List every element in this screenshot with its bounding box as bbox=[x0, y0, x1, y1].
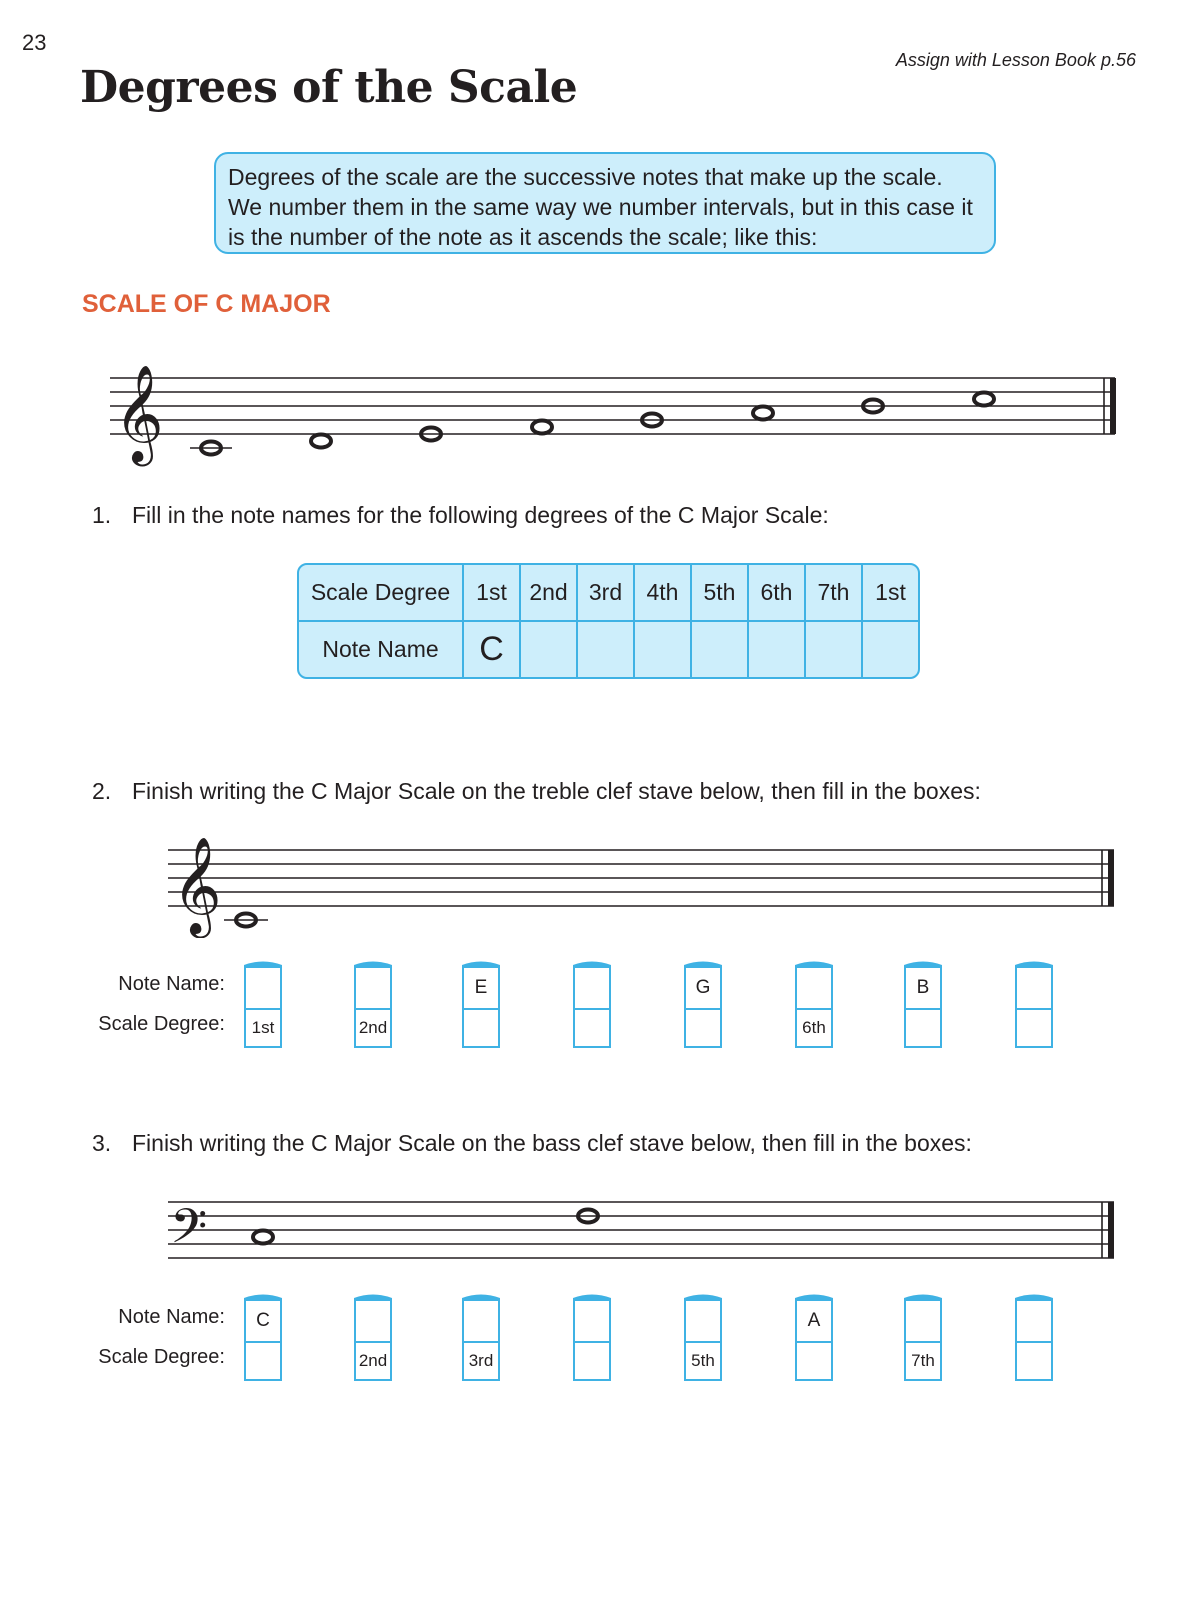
note-name-box[interactable] bbox=[904, 1301, 942, 1341]
degree-cell: 2nd bbox=[521, 565, 578, 622]
note-name-box[interactable] bbox=[1015, 968, 1053, 1008]
box-cap-icon bbox=[244, 960, 282, 968]
note-name-cell[interactable] bbox=[521, 622, 578, 677]
bass-clef-staff[interactable] bbox=[168, 1190, 1123, 1270]
note-name-cell[interactable] bbox=[806, 622, 863, 677]
scale-degree-box[interactable] bbox=[1015, 1008, 1053, 1048]
note-name-cell[interactable] bbox=[635, 622, 692, 677]
degree-cell: 4th bbox=[635, 565, 692, 622]
page-number: 23 bbox=[22, 30, 47, 55]
degree-cell: 1st bbox=[863, 565, 918, 622]
note-name-cell[interactable] bbox=[863, 622, 918, 677]
note-name-box[interactable] bbox=[462, 1301, 500, 1341]
scale-degree-box[interactable]: 2nd bbox=[354, 1341, 392, 1381]
scale-degree-box[interactable]: 1st bbox=[244, 1008, 282, 1048]
box-cap-icon bbox=[354, 1293, 392, 1301]
box-cap-icon bbox=[684, 960, 722, 968]
degree-cell: 5th bbox=[692, 565, 749, 622]
answer-box-column bbox=[684, 960, 722, 1048]
intro-text: Degrees of the scale are the successive notes that make up the scale. We number them in the same way we number intervals, but in this case it is the number of the note as it ascends the scale; like this: bbox=[228, 164, 973, 250]
degree-cell: 3rd bbox=[578, 565, 635, 622]
question-3 bbox=[92, 1130, 972, 1157]
note-name-box[interactable]: G bbox=[684, 968, 722, 1008]
degree-cell: 1st bbox=[464, 565, 521, 622]
note-name-box[interactable]: C bbox=[244, 1301, 282, 1341]
degree-table bbox=[297, 563, 920, 679]
scale-degree-box[interactable] bbox=[462, 1008, 500, 1048]
note-name-box[interactable] bbox=[1015, 1301, 1053, 1341]
row-label: Scale Degree bbox=[299, 565, 464, 622]
table-row-note-names bbox=[299, 622, 918, 677]
scale-notes bbox=[190, 393, 994, 455]
answer-box-column bbox=[462, 1293, 500, 1381]
note-name-box[interactable] bbox=[795, 968, 833, 1008]
degree-cell: 6th bbox=[749, 565, 806, 622]
scale-degree-box[interactable] bbox=[795, 1341, 833, 1381]
degree-cell: 7th bbox=[806, 565, 863, 622]
scale-degree-box[interactable] bbox=[244, 1341, 282, 1381]
answer-box-column bbox=[244, 960, 282, 1048]
box-cap-icon bbox=[573, 960, 611, 968]
note-name-label: Note Name: bbox=[118, 1306, 225, 1328]
note-name-cell[interactable] bbox=[749, 622, 806, 677]
note-name-box[interactable] bbox=[573, 1301, 611, 1341]
question-text: Finish writing the C Major Scale on the treble clef stave below, then fill in the boxes: bbox=[132, 778, 981, 804]
note-c bbox=[253, 1231, 273, 1244]
row-label: Note Name bbox=[299, 622, 464, 677]
box-cap-icon bbox=[904, 1293, 942, 1301]
intro-box bbox=[214, 152, 996, 254]
answer-box-column bbox=[904, 960, 942, 1048]
note-name-label: Note Name: bbox=[118, 973, 225, 995]
bass-clef-icon: 𝄢 bbox=[170, 1198, 208, 1266]
box-cap-icon bbox=[573, 1293, 611, 1301]
box-cap-icon bbox=[244, 1293, 282, 1301]
treble-clef-staff[interactable] bbox=[168, 838, 1123, 938]
note-a bbox=[753, 407, 773, 420]
note-name-box[interactable] bbox=[684, 1301, 722, 1341]
question-number: 2. bbox=[92, 778, 112, 804]
answer-box-column bbox=[1015, 960, 1053, 1048]
assign-note: Assign with Lesson Book p.56 bbox=[895, 50, 1136, 70]
answer-box-column bbox=[462, 960, 500, 1048]
note-name-cell[interactable] bbox=[578, 622, 635, 677]
scale-degree-box[interactable]: 3rd bbox=[462, 1341, 500, 1381]
box-cap-icon bbox=[462, 1293, 500, 1301]
table-row-degrees bbox=[299, 565, 918, 622]
question-2 bbox=[92, 778, 981, 805]
scale-degree-box[interactable]: 7th bbox=[904, 1341, 942, 1381]
note-name-box[interactable]: E bbox=[462, 968, 500, 1008]
box-cap-icon bbox=[462, 960, 500, 968]
note-name-box[interactable] bbox=[244, 968, 282, 1008]
note-name-box[interactable] bbox=[573, 968, 611, 1008]
scale-degree-box[interactable] bbox=[684, 1008, 722, 1048]
answer-box-column bbox=[354, 1293, 392, 1381]
scale-degree-box[interactable]: 2nd bbox=[354, 1008, 392, 1048]
note-name-box[interactable] bbox=[354, 968, 392, 1008]
treble-clef-icon: 𝄞 bbox=[114, 364, 164, 462]
scale-degree-box[interactable] bbox=[904, 1008, 942, 1048]
answer-box-column bbox=[573, 960, 611, 1048]
box-cap-icon bbox=[1015, 1293, 1053, 1301]
note-c-high bbox=[974, 393, 994, 406]
box-cap-icon bbox=[904, 960, 942, 968]
answer-box-column bbox=[795, 1293, 833, 1381]
page-title: Degrees of the Scale bbox=[80, 62, 578, 113]
box-cap-icon bbox=[795, 960, 833, 968]
question-number: 1. bbox=[92, 502, 112, 528]
question-text: Fill in the note names for the following degrees of the C Major Scale: bbox=[132, 502, 829, 528]
box-cap-icon bbox=[684, 1293, 722, 1301]
answer-box-column bbox=[904, 1293, 942, 1381]
note-f bbox=[532, 421, 552, 434]
note-name-box[interactable] bbox=[354, 1301, 392, 1341]
scale-degree-box[interactable]: 6th bbox=[795, 1008, 833, 1048]
scale-heading: SCALE OF C MAJOR bbox=[82, 290, 331, 318]
c-major-scale-staff bbox=[110, 350, 1125, 470]
treble-clef-icon: 𝄞 bbox=[172, 838, 222, 934]
answer-box-column bbox=[354, 960, 392, 1048]
answer-box-column bbox=[1015, 1293, 1053, 1381]
note-name-box[interactable]: B bbox=[904, 968, 942, 1008]
scale-degree-label: Scale Degree: bbox=[98, 1013, 225, 1035]
scale-degree-label: Scale Degree: bbox=[98, 1346, 225, 1368]
box-cap-icon bbox=[354, 960, 392, 968]
box-cap-icon bbox=[1015, 960, 1053, 968]
note-name-cell[interactable]: C bbox=[464, 622, 521, 677]
answer-box-column bbox=[795, 960, 833, 1048]
scale-degree-box[interactable] bbox=[573, 1008, 611, 1048]
question-text: Finish writing the C Major Scale on the bass clef stave below, then fill in the boxes: bbox=[132, 1130, 972, 1156]
answer-box-column bbox=[684, 1293, 722, 1381]
note-name-box[interactable]: A bbox=[795, 1301, 833, 1341]
question-number: 3. bbox=[92, 1130, 112, 1156]
scale-degree-box[interactable]: 5th bbox=[684, 1341, 722, 1381]
box-cap-icon bbox=[795, 1293, 833, 1301]
question-1 bbox=[92, 502, 829, 529]
answer-box-column bbox=[573, 1293, 611, 1381]
scale-degree-box[interactable] bbox=[1015, 1341, 1053, 1381]
note-d bbox=[311, 435, 331, 448]
note-name-cell[interactable] bbox=[692, 622, 749, 677]
scale-degree-box[interactable] bbox=[573, 1341, 611, 1381]
answer-box-column bbox=[244, 1293, 282, 1381]
